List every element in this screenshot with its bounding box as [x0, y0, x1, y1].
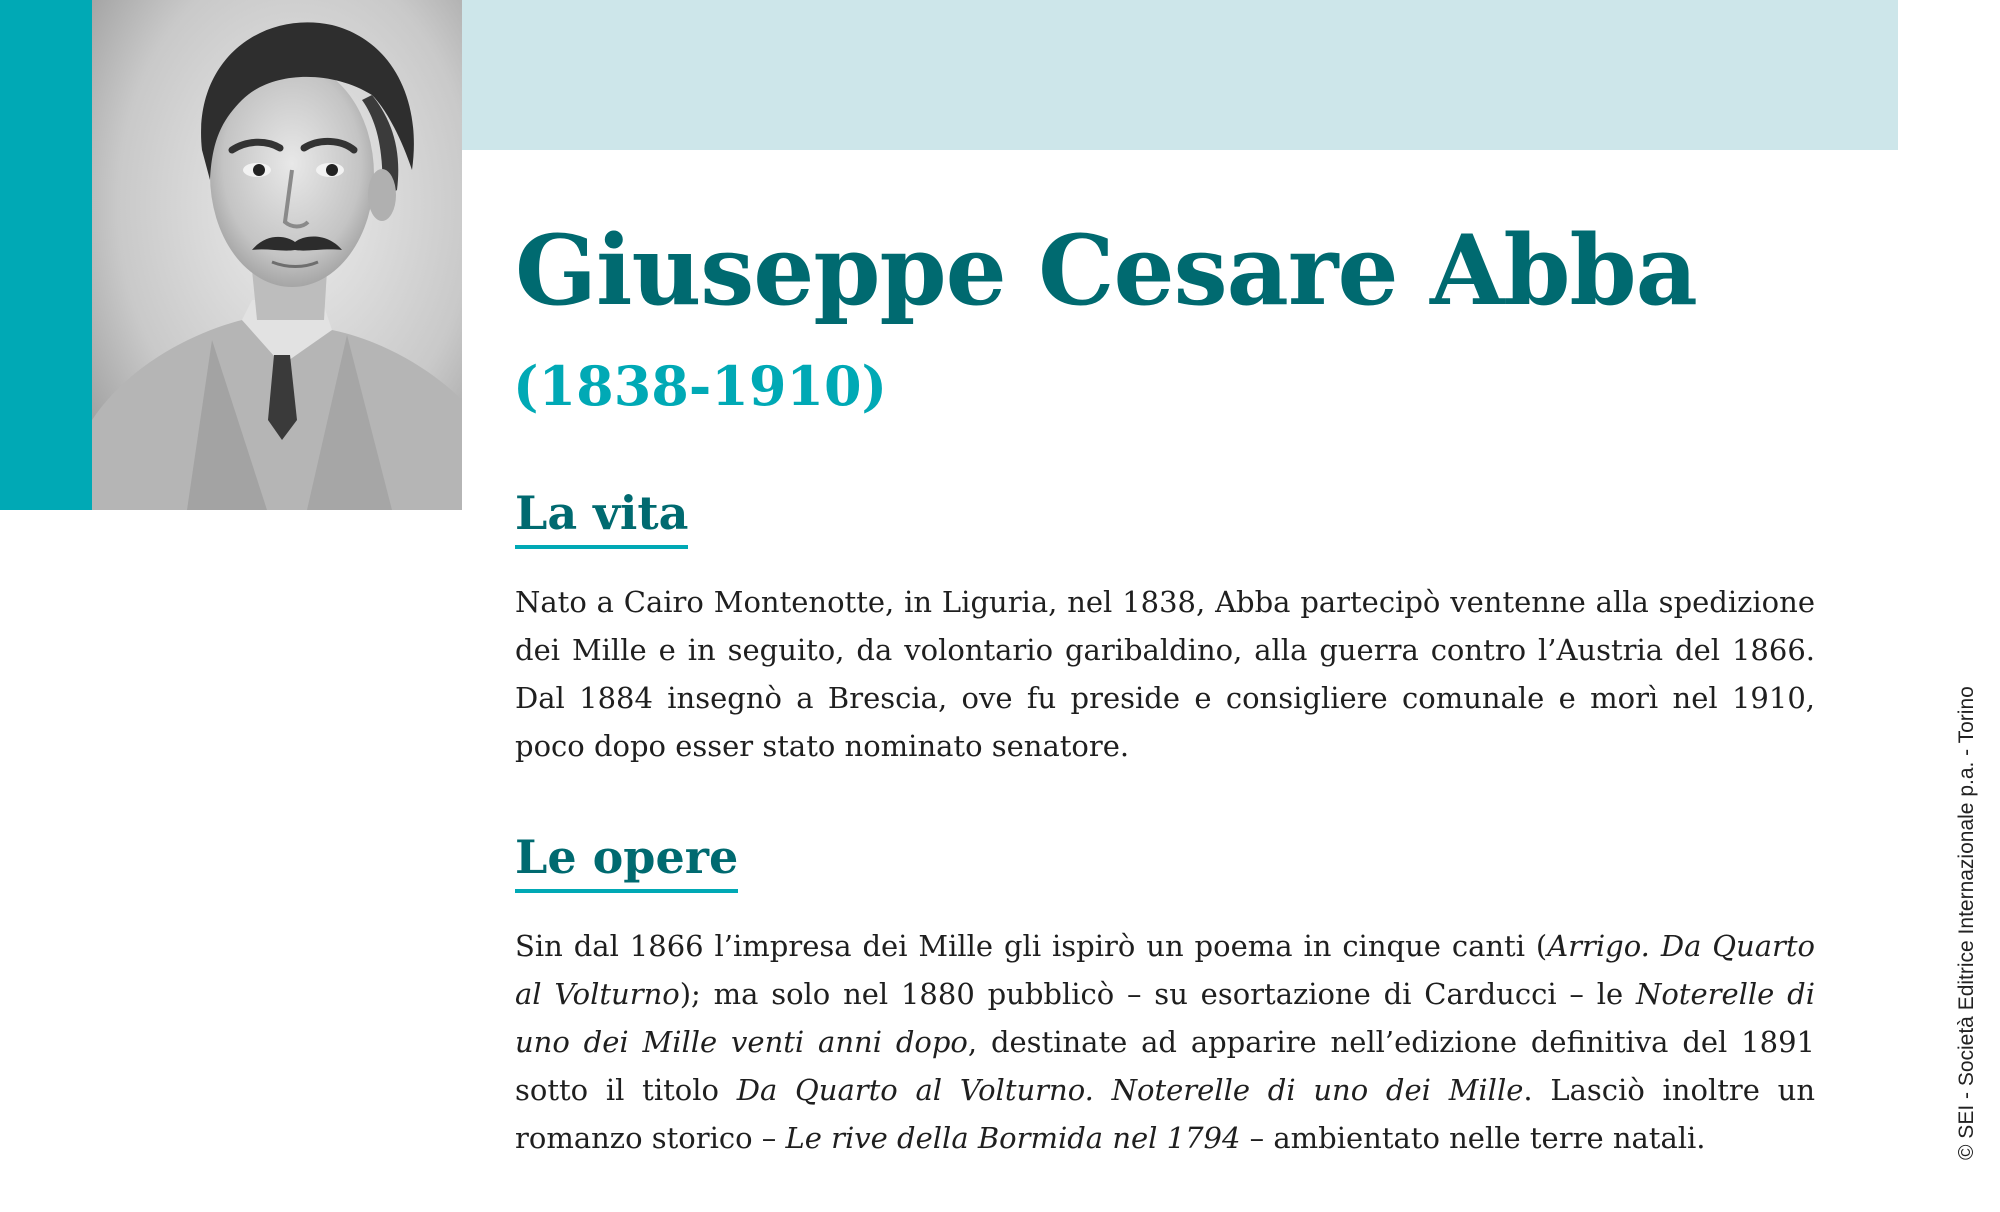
section-text-vita: Nato a Cairo Montenotte, in Liguria, nel 1838, Abba partecipò ventenne alla spedizione dei Mille e in seguito, da volontario garibaldino, alla guerra contro l’Austria del 1866. Dal 1884 insegnò a Brescia, ove fu preside e consigliere comunale e morì nel 1910, poco dopo esser stato nominato senatore.	[515, 585, 1815, 763]
life-dates: (1838-1910)	[513, 354, 888, 418]
work-title-noterelle: Noterelle di uno dei Mille venti anni dopo	[515, 977, 1815, 1059]
work-title-da-quarto: Da Quarto al Volturno. Noterelle di uno dei Mille	[736, 1073, 1524, 1107]
section-heading-vita: La vita	[515, 486, 688, 549]
copyright-notice: © SEI - Società Editrice Internazionale p.a. - Torino	[1955, 686, 1978, 1160]
page-title: Giuseppe Cesare Abba	[515, 214, 1697, 327]
author-portrait	[92, 0, 462, 510]
work-title-arrigo: Arrigo. Da Quarto al Volturno	[515, 929, 1815, 1011]
work-title-rive-bormida: Le rive della Bormida nel 1794	[785, 1121, 1241, 1155]
header-band	[462, 0, 1898, 150]
section-text-opere	[515, 922, 1815, 1162]
text-run: ); ma solo nel 1880 pubblicò – su esortazione di Carducci – le	[679, 977, 1636, 1011]
text-run: , destinate ad apparire nell’edizione definitiva del 1891 sotto il titolo	[515, 1025, 1815, 1107]
text-run: – ambientato nelle terre natali.	[1240, 1121, 1706, 1155]
text-run: Sin dal 1866 l’impresa dei Mille gli ispirò un poema in cinque canti (	[515, 929, 1548, 963]
text-run: . Lasciò inoltre un romanzo storico –	[515, 1073, 1816, 1155]
accent-sidebar-bar	[0, 0, 92, 510]
section-heading-opere: Le opere	[515, 830, 738, 893]
